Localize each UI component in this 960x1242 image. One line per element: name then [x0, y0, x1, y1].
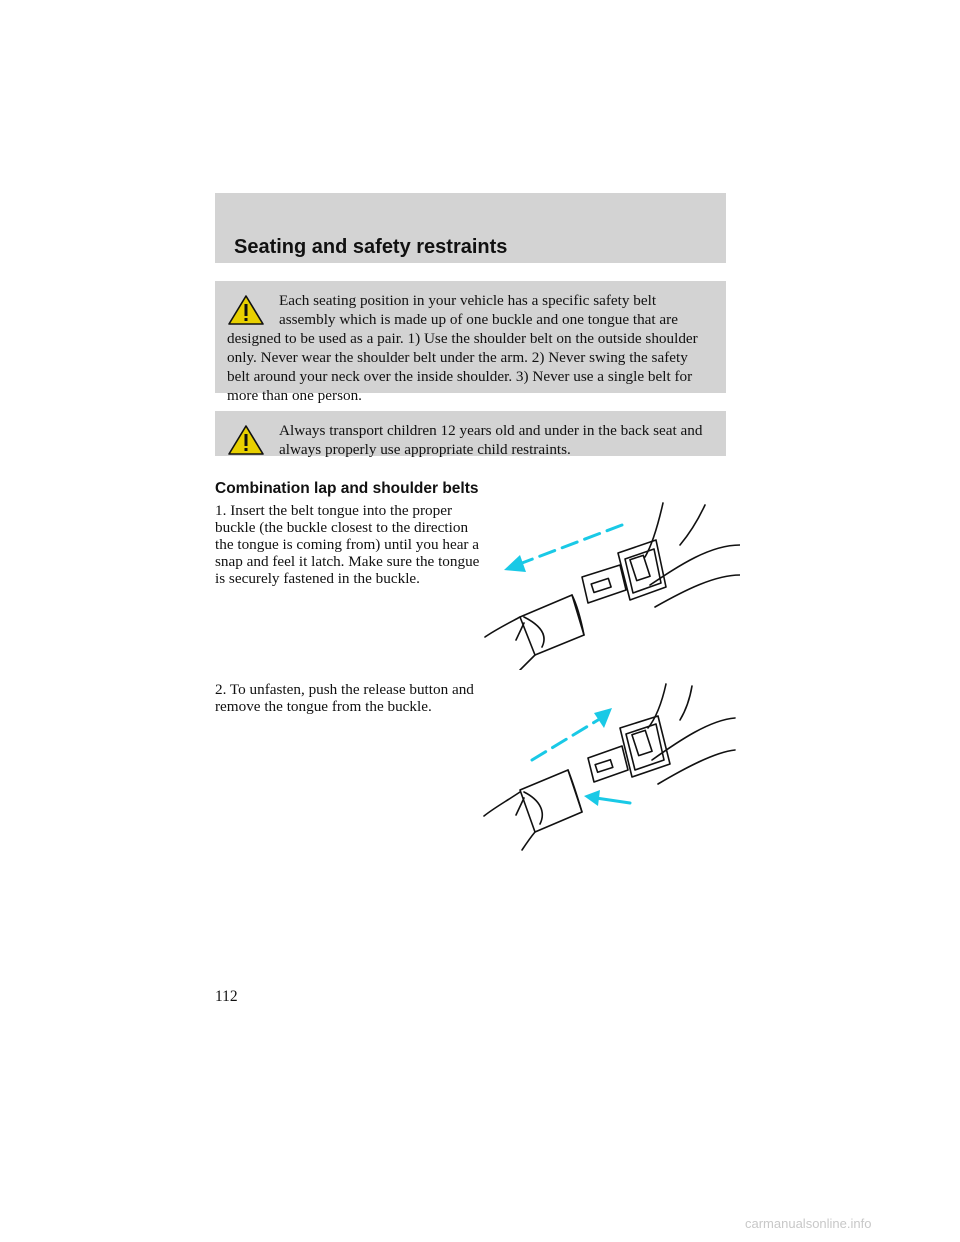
step-fasten-instructions: 1. Insert the belt tongue into the proper buckle (the buckle closest to the direction the tongue is coming from) until you hear a snap and feel it latch. Make sure the tongue is securely fastened in the buckle. [215, 502, 480, 587]
warning-text: Always transport children 12 years old and under in the back seat and always properly use appropriate child restraints. [279, 422, 703, 458]
warning-box-children [215, 411, 726, 456]
belt-unfasten-illustration [480, 680, 740, 855]
warning-triangle-icon [227, 424, 265, 456]
page-section-title: Seating and safety restraints [234, 236, 508, 258]
page-number: 112 [215, 988, 238, 1005]
warning-text: Each seating position in your vehicle has a specific safety belt assembly which is made up of one buckle and one tongue that are designed to be used as a pair. 1) Use the shoulder belt on the outside shoulder only. Never wear the shoulder belt under the arm. 2) Never swing the safety belt around your neck over the inside shoulder. 3) Never use a single belt for more than one person. [227, 292, 698, 404]
section-heading: Combination lap and shoulder belts [215, 480, 479, 497]
belt-fasten-illustration [480, 495, 740, 670]
warning-triangle-icon [227, 294, 265, 326]
footer-watermark: carmanualsonline.info [745, 1216, 872, 1231]
step-unfasten-instructions: 2. To unfasten, push the release button and remove the tongue from the buckle. [215, 681, 474, 715]
warning-box-belt-assembly [215, 281, 726, 404]
